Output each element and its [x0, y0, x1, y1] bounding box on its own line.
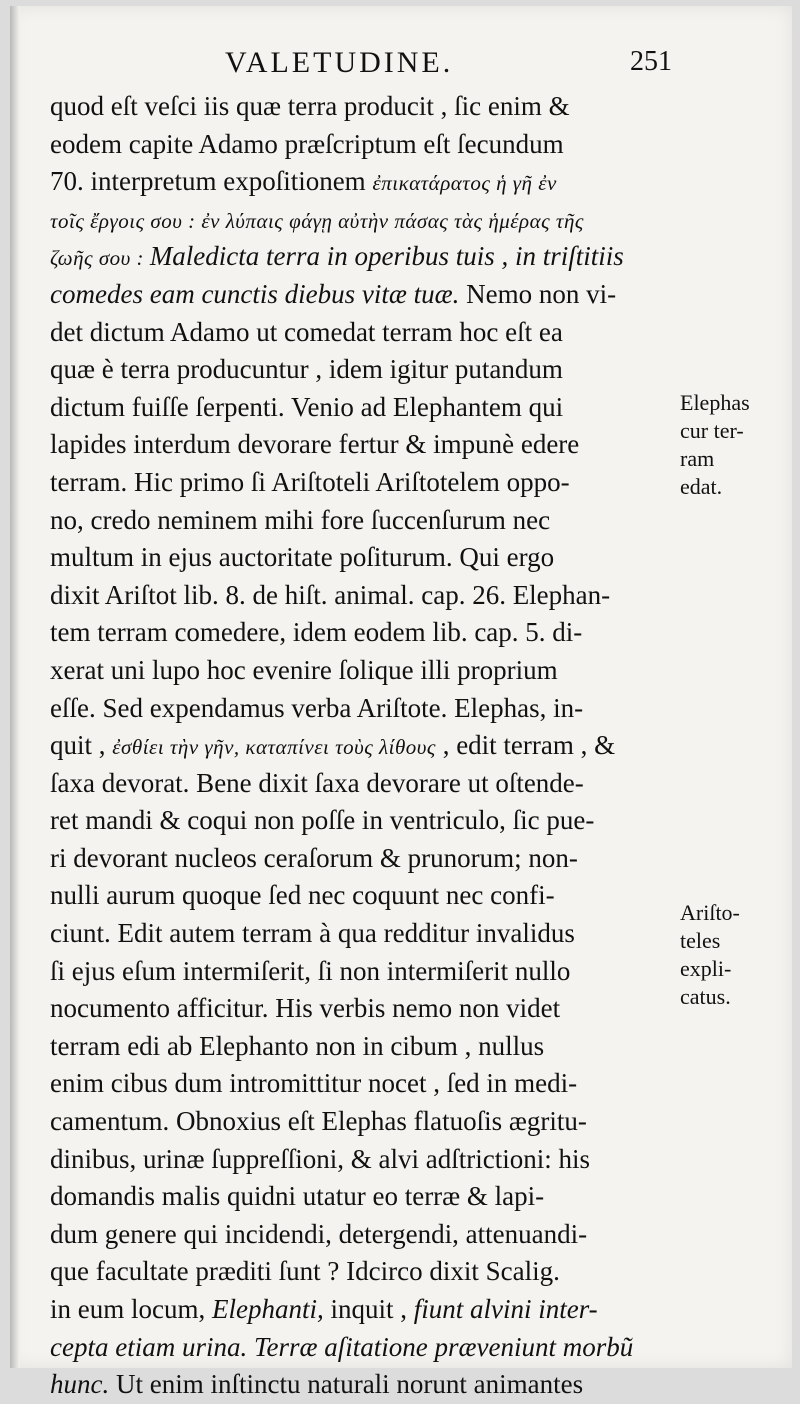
text-line: [50, 389, 690, 427]
text-line: [50, 314, 690, 352]
margin-note-elephas: [680, 389, 785, 501]
text-line: [50, 238, 690, 276]
text-line: [50, 502, 690, 540]
margin-note-line: Ariſto-: [680, 900, 740, 925]
text-segment: terram edi ab Elephanto non in cibum , nullus: [50, 1030, 545, 1061]
text-line: [50, 1103, 690, 1141]
text-line: [50, 652, 690, 690]
text-line: [50, 539, 690, 577]
text-line: [50, 351, 690, 389]
text-line: [50, 577, 690, 615]
italic-text: Maledicta terra in operibus tuis , in triſtitiis: [149, 241, 624, 272]
text-segment: inquit ,: [323, 1294, 414, 1324]
margin-note-aristoteles: [680, 899, 785, 1011]
text-line: [50, 163, 690, 201]
text-segment: ſi ejus eſum intermiſerit, ſi non intermiſerit nullo: [50, 955, 571, 986]
text-segment: dinibus, urinæ ſuppreſſioni, & alvi adſtrictioni: his: [50, 1143, 590, 1174]
text-segment: Nemo non vi-: [459, 278, 617, 309]
text-line: [50, 614, 690, 652]
text-line: [50, 126, 690, 164]
text-line: [50, 1329, 690, 1367]
text-segment: camentum. Obnoxius eſt Elephas flatuoſis ægritu-: [50, 1106, 587, 1137]
text-line: [50, 1141, 690, 1179]
text-segment: Ut enim inſtinctu naturali norunt animantes: [109, 1369, 584, 1400]
margin-note-line: ram: [680, 446, 715, 471]
text-segment: ſaxa devorat. Bene dixit ſaxa devorare ut oſtende-: [50, 767, 584, 798]
text-segment: quæ è terra producuntur , idem igitur putandum: [50, 354, 563, 385]
greek-text: ἐπικατάρατος ἡ γῆ ἐν: [372, 171, 557, 196]
text-segment: , edit terram , &: [435, 730, 616, 761]
text-segment: eodem capite Adamo præſcriptum eſt ſecundum: [50, 128, 564, 159]
text-line: [50, 802, 690, 840]
italic-text: cepta etiam urina. Terræ aſitatione præveniunt morbũ: [50, 1331, 634, 1362]
text-segment: dum genere qui incidendi, detergendi, attenuandi-: [50, 1218, 588, 1249]
text-segment: quod eſt veſci iis quæ terra producit , ſic enim &: [50, 91, 570, 121]
text-line: [50, 1253, 690, 1291]
text-line: [50, 201, 690, 239]
text-line: [50, 464, 690, 502]
italic-text: Elephanti,: [211, 1294, 324, 1324]
text-line: [50, 1291, 690, 1329]
margin-note-line: Elephas: [680, 390, 750, 415]
margin-note-line: teles: [680, 928, 721, 953]
text-segment: terram. Hic primo ſi Ariſtoteli Ariſtotelem oppo-: [50, 466, 570, 497]
text-line: [50, 1178, 690, 1216]
text-line: [50, 877, 690, 915]
text-segment: tem terram comedere, idem eodem lib. cap. 5. di-: [50, 617, 583, 648]
page-header: [10, 46, 792, 86]
text-line: [50, 1065, 690, 1103]
text-segment: ri devorant nucleos ceraſorum & prunorum; non-: [50, 842, 578, 873]
text-line: [50, 840, 690, 878]
binding-edge: [10, 6, 20, 1368]
text-line: [50, 1028, 690, 1066]
text-line: [50, 1366, 690, 1404]
body-text: [50, 88, 690, 1404]
text-segment: eſſe. Sed expendamus verba Ariſtote. Elephas, in-: [50, 692, 584, 723]
text-segment: lapides interdum devorare fertur & impunè edere: [50, 429, 580, 460]
text-segment: quit ,: [50, 730, 113, 761]
text-line: [50, 765, 690, 803]
greek-text: ζωῆς σου :: [50, 246, 150, 271]
text-line: [50, 88, 690, 126]
text-line: [50, 953, 690, 991]
text-line: [50, 915, 690, 953]
text-line: [50, 727, 690, 765]
text-segment: domandis malis quidni utatur eo terræ & lapi-: [50, 1181, 545, 1212]
text-segment: enim cibus dum intromittitur nocet , ſed in medi-: [50, 1068, 578, 1099]
margin-note-line: edat.: [680, 474, 723, 499]
italic-text: hunc.: [50, 1369, 110, 1400]
book-page: [10, 6, 792, 1400]
text-segment: nocumento afficitur. His verbis nemo non videt: [50, 993, 561, 1024]
text-line: [50, 426, 690, 464]
page-number: 251: [630, 46, 672, 77]
text-line: [50, 690, 690, 728]
text-segment: ret mandi & coqui non poſſe in ventriculo, ſic pue-: [50, 805, 595, 836]
text-segment: ciunt. Edit autem terram à qua redditur invalidus: [50, 918, 575, 949]
greek-text: τοῖς ἔργοις σου : ἐν λύπαις φάγῃ αὐτὴν πάσας τὰς ἡμέρας τῆς: [50, 208, 584, 233]
italic-text: comedes eam cunctis diebus vitæ tuæ.: [50, 278, 460, 309]
text-segment: det dictum Adamo ut comedat terram hoc eſt ea: [50, 316, 563, 347]
text-segment: no, credo neminem mihi fore ſuccenſurum nec: [50, 504, 551, 535]
margin-note-line: cur ter-: [680, 418, 744, 443]
text-segment: nulli aurum quoque ſed nec coquunt nec confi-: [50, 880, 555, 911]
text-segment: multum in ejus auctoritate poſiturum. Qui ergo: [50, 542, 555, 573]
text-line: [50, 276, 690, 314]
text-line: [50, 1216, 690, 1254]
text-segment: xerat uni lupo hoc evenire ſolique illi proprium: [50, 654, 558, 685]
text-segment: in eum locum,: [50, 1294, 212, 1324]
text-segment: dictum fuiſſe ſerpenti. Venio ad Elephantem qui: [50, 391, 564, 422]
text-segment: 70. interpretum expoſitionem: [50, 166, 373, 197]
text-line: [50, 990, 690, 1028]
running-head: VALETUDINE.: [225, 46, 454, 79]
margin-note-line: catus.: [680, 984, 731, 1009]
italic-text: fiunt alvini inter-: [413, 1294, 598, 1324]
text-segment: que facultate præditi ſunt ? Idcirco dixit Scalig.: [50, 1256, 560, 1287]
greek-text: ἐσθίει τὴν γῆν, καταπίνει τοὺς λίθους: [112, 735, 436, 760]
margin-note-line: expli-: [680, 956, 732, 981]
text-segment: dixit Ariſtot lib. 8. de hiſt. animal. cap. 26. Elephan-: [50, 579, 611, 610]
